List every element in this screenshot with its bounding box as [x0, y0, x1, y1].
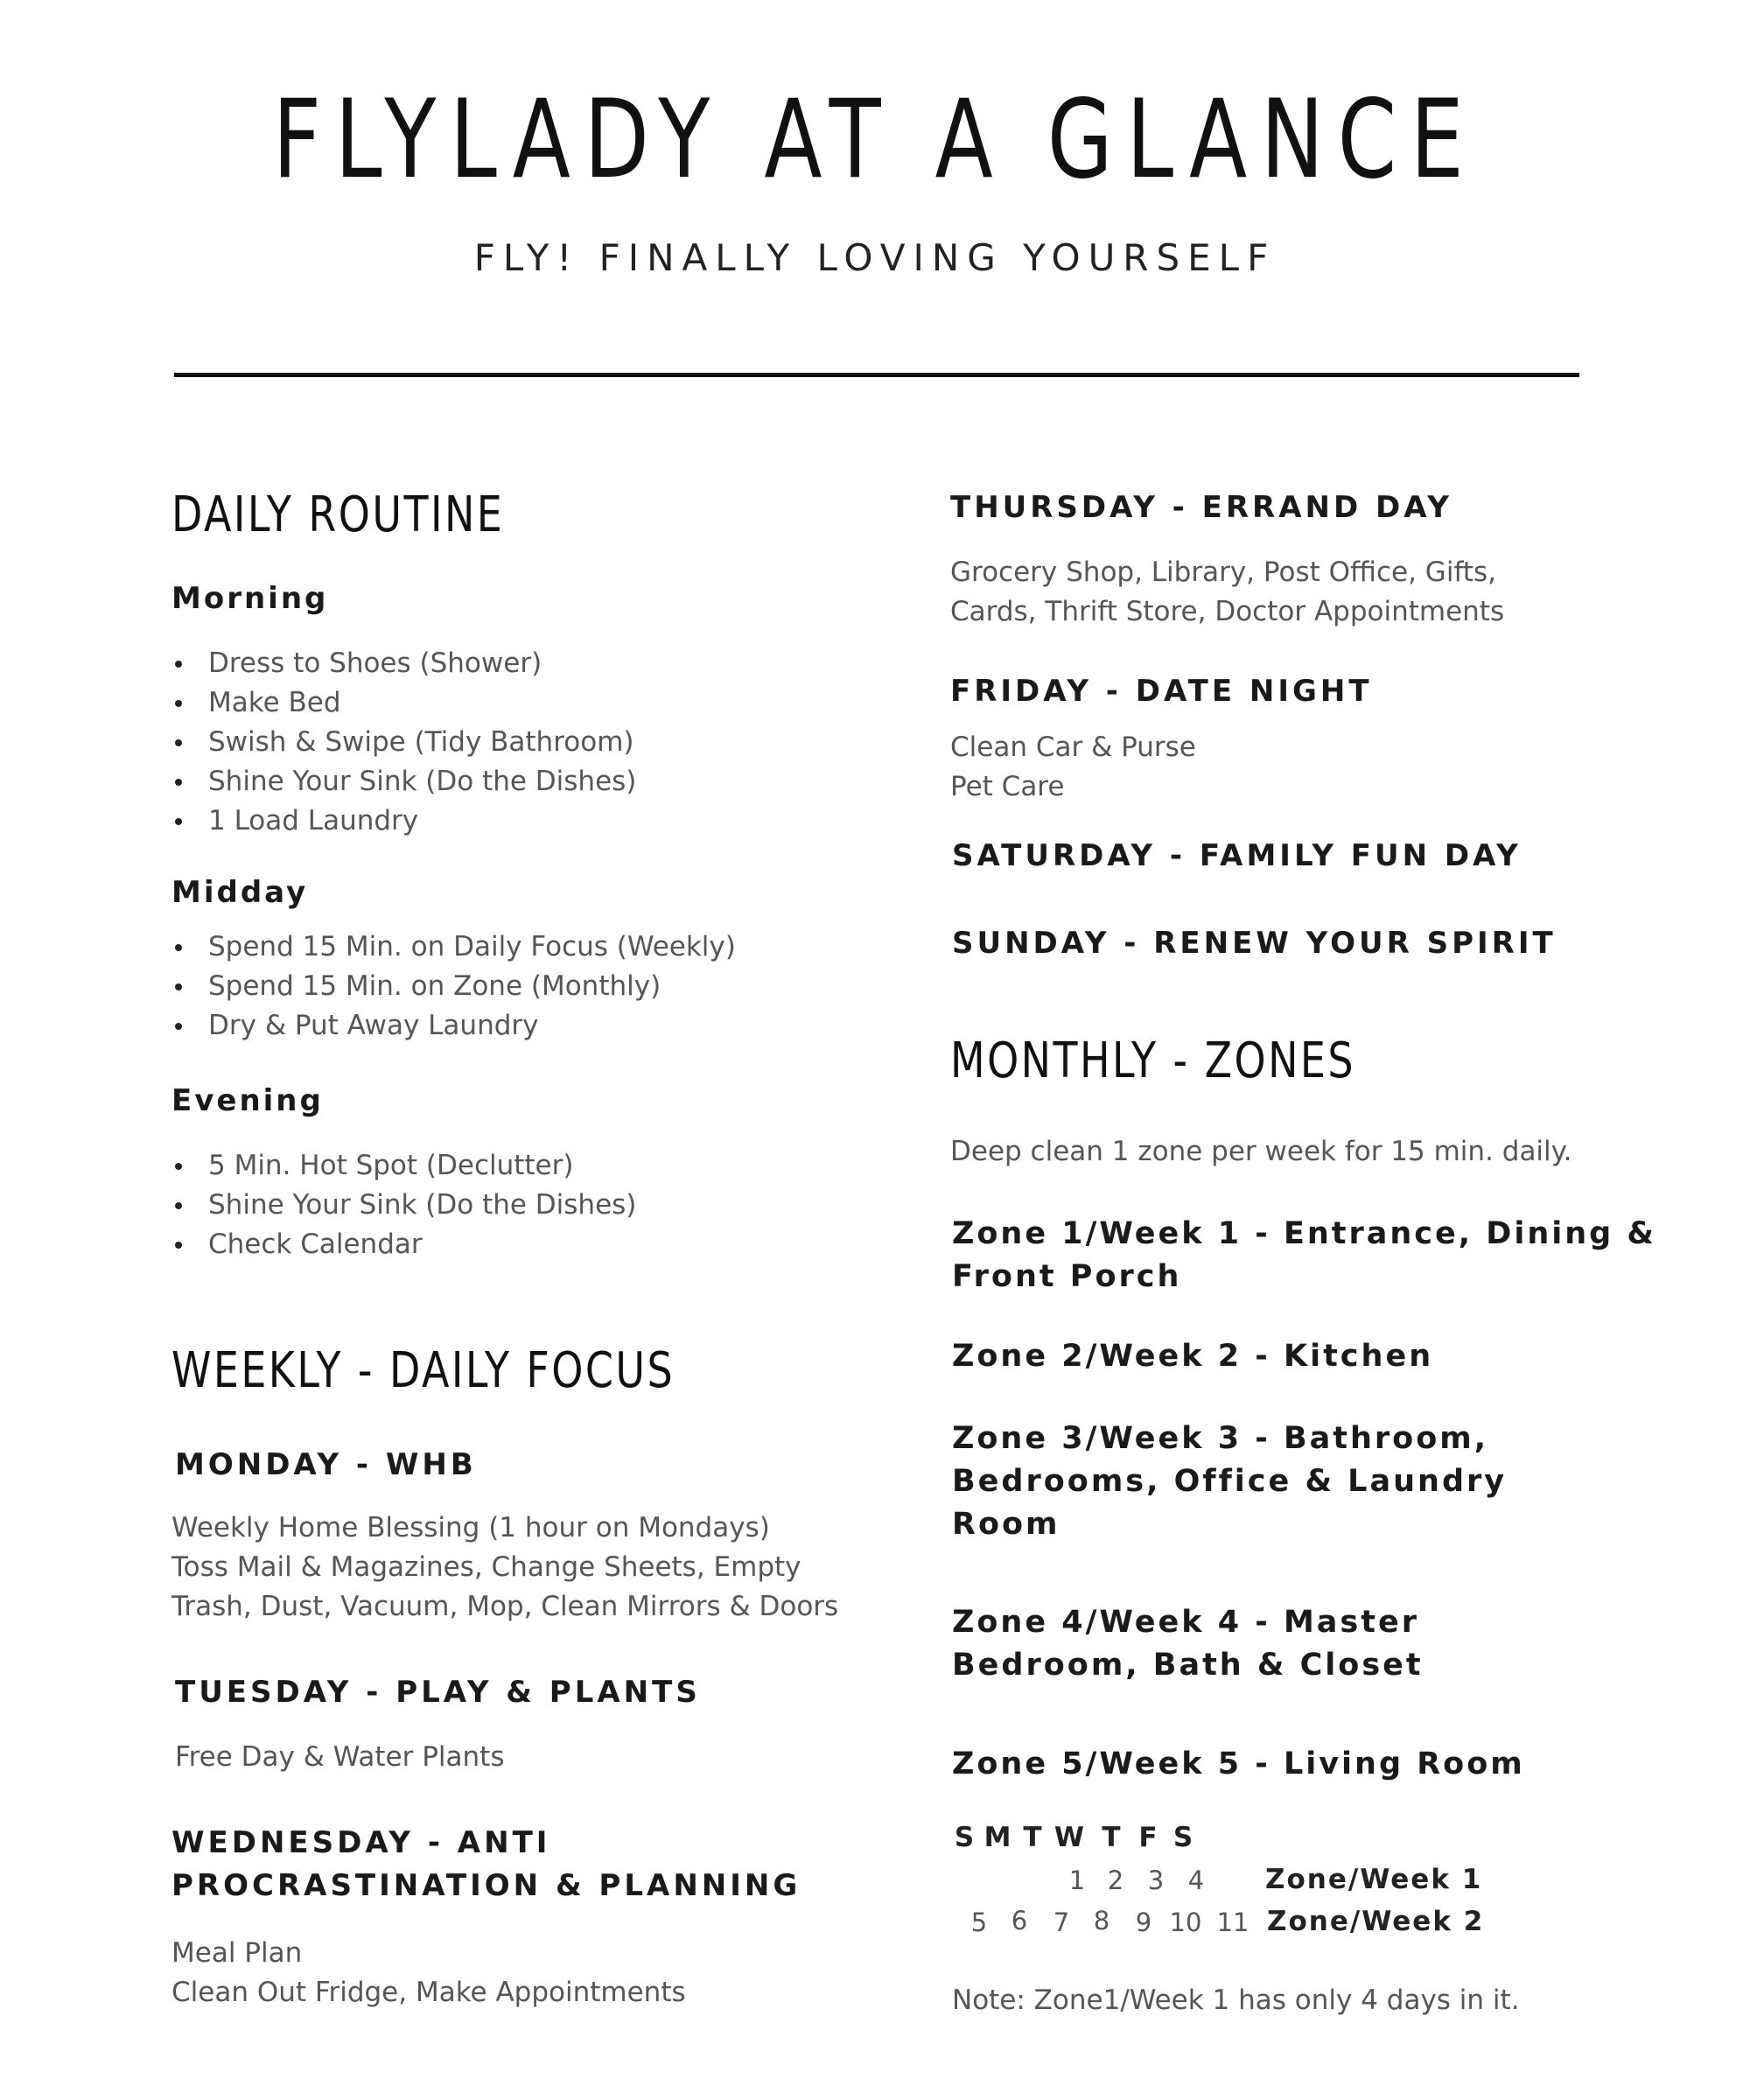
list-item: Dry & Put Away Laundry — [172, 1006, 736, 1046]
zone-2-heading — [952, 1335, 1433, 1378]
morning-list — [172, 644, 636, 841]
evening-list — [172, 1146, 636, 1264]
calendar-date: 3 — [1147, 1866, 1165, 1895]
calendar-date: 11 — [1216, 1908, 1250, 1937]
calendar-date: 5 — [970, 1908, 988, 1937]
bullet-icon — [175, 1242, 182, 1249]
evening-heading: Evening — [172, 1083, 324, 1118]
day-of-week: M — [984, 1822, 1013, 1853]
midday-list — [172, 928, 736, 1046]
monthly-heading: MONTHLY - ZONES — [950, 1032, 1356, 1089]
zone-week-label: Zone/Week 2 — [1267, 1906, 1485, 1937]
zone-4-heading — [952, 1601, 1424, 1687]
bullet-icon — [175, 944, 182, 951]
text-line: Meal Plan — [172, 1937, 303, 1969]
midday-heading: Midday — [172, 875, 309, 910]
weekly-heading: WEEKLY - DAILY FOCUS — [172, 1342, 676, 1399]
calendar-date: 7 — [1053, 1908, 1070, 1937]
bullet-icon — [175, 739, 182, 746]
heading-line: PROCRASTINATION & PLANNING — [172, 1868, 802, 1903]
list-item: 5 Min. Hot Spot (Declutter) — [172, 1146, 636, 1186]
text-line: Clean Car & Purse — [950, 732, 1196, 763]
heading-line: Zone 2/Week 2 - Kitchen — [952, 1339, 1434, 1374]
tuesday-heading: TUESDAY - PLAY & PLANTS — [175, 1675, 701, 1710]
day-of-week: F — [1138, 1822, 1159, 1853]
tuesday-text — [175, 1738, 504, 1777]
day-of-week: S — [954, 1822, 976, 1853]
page-title: FLYLADY AT A GLANCE — [272, 77, 1478, 203]
zone-1-heading — [952, 1213, 1656, 1298]
zone-5-heading — [952, 1743, 1525, 1786]
wednesday-text — [172, 1934, 686, 2012]
friday-heading: FRIDAY - DATE NIGHT — [950, 674, 1373, 709]
heading-line: WEDNESDAY - ANTI — [172, 1825, 551, 1860]
heading-line: Bedroom, Bath & Closet — [952, 1648, 1424, 1683]
bullet-icon — [175, 1163, 182, 1170]
text-line: Weekly Home Blessing (1 hour on Mondays) — [172, 1512, 770, 1544]
zone-calendar — [945, 1822, 1505, 1944]
text-line: Pet Care — [950, 771, 1065, 802]
calendar-note: Note: Zone1/Week 1 has only 4 days in it. — [952, 1984, 1520, 2016]
zone-week-label: Zone/Week 1 — [1265, 1864, 1483, 1895]
heading-line: Front Porch — [952, 1259, 1182, 1294]
wednesday-heading — [172, 1822, 801, 1908]
text-line: Grocery Shop, Library, Post Office, Gifts, — [950, 556, 1496, 588]
calendar-date: 1 — [1068, 1866, 1086, 1895]
day-of-week: T — [1023, 1822, 1044, 1853]
thursday-heading: THURSDAY - ERRAND DAY — [950, 490, 1452, 525]
day-of-week: W — [1054, 1822, 1087, 1853]
page-subtitle: FLY! FINALLY LOVING YOURSELF — [473, 236, 1277, 279]
heading-line: Zone 3/Week 3 - Bathroom, — [952, 1421, 1489, 1456]
bullet-icon — [175, 700, 182, 707]
bullet-icon — [175, 779, 182, 786]
monday-text — [172, 1508, 838, 1627]
bullet-icon — [175, 984, 182, 990]
text-line: Cards, Thrift Store, Doctor Appointments — [950, 596, 1505, 627]
friday-text — [950, 728, 1196, 807]
calendar-date: 2 — [1107, 1866, 1124, 1895]
text-line: Trash, Dust, Vacuum, Mop, Clean Mirrors & Doors — [172, 1591, 839, 1622]
saturday-heading: SATURDAY - FAMILY FUN DAY — [952, 838, 1522, 873]
list-item: 1 Load Laundry — [172, 802, 636, 841]
calendar-date: 4 — [1187, 1866, 1205, 1895]
sunday-heading: SUNDAY - RENEW YOUR SPIRIT — [952, 926, 1557, 961]
zone-3-heading — [952, 1418, 1507, 1546]
heading-line: Zone 1/Week 1 - Entrance, Dining & — [952, 1216, 1656, 1251]
list-item: Spend 15 Min. on Daily Focus (Weekly) — [172, 928, 736, 967]
list-item: Make Bed — [172, 683, 636, 723]
text-line: Clean Out Fridge, Make Appointments — [172, 1977, 686, 2008]
monday-heading: MONDAY - WHB — [175, 1447, 477, 1482]
calendar-date: 9 — [1135, 1908, 1152, 1937]
thursday-text — [950, 553, 1504, 632]
list-item: Swish & Swipe (Tidy Bathroom) — [172, 723, 636, 762]
bullet-icon — [175, 1023, 182, 1030]
bullet-icon — [175, 1202, 182, 1209]
text-line: Toss Mail & Magazines, Change Sheets, Empty — [172, 1551, 802, 1583]
divider — [174, 373, 1579, 377]
day-of-week: T — [1102, 1822, 1123, 1853]
list-item: Shine Your Sink (Do the Dishes) — [172, 1186, 636, 1225]
monthly-intro: Deep clean 1 zone per week for 15 min. daily. — [950, 1136, 1572, 1167]
morning-heading: Morning — [172, 581, 329, 616]
calendar-date: 6 — [1011, 1906, 1028, 1936]
bullet-icon — [175, 661, 182, 668]
day-of-week: S — [1172, 1822, 1195, 1853]
text-line: Free Day & Water Plants — [175, 1741, 505, 1773]
list-item: Shine Your Sink (Do the Dishes) — [172, 762, 636, 802]
calendar-date: 10 — [1169, 1908, 1202, 1937]
heading-line: Bedrooms, Office & Laundry — [952, 1464, 1508, 1499]
heading-line: Room — [952, 1507, 1060, 1542]
list-item: Spend 15 Min. on Zone (Monthly) — [172, 967, 736, 1006]
heading-line: Zone 5/Week 5 - Living Room — [952, 1746, 1525, 1782]
calendar-date: 8 — [1093, 1906, 1110, 1936]
list-item: Dress to Shoes (Shower) — [172, 644, 636, 683]
bullet-icon — [175, 818, 182, 825]
heading-line: Zone 4/Week 4 - Master — [952, 1605, 1419, 1640]
daily-routine-heading: DAILY ROUTINE — [172, 486, 505, 543]
list-item: Check Calendar — [172, 1225, 636, 1264]
